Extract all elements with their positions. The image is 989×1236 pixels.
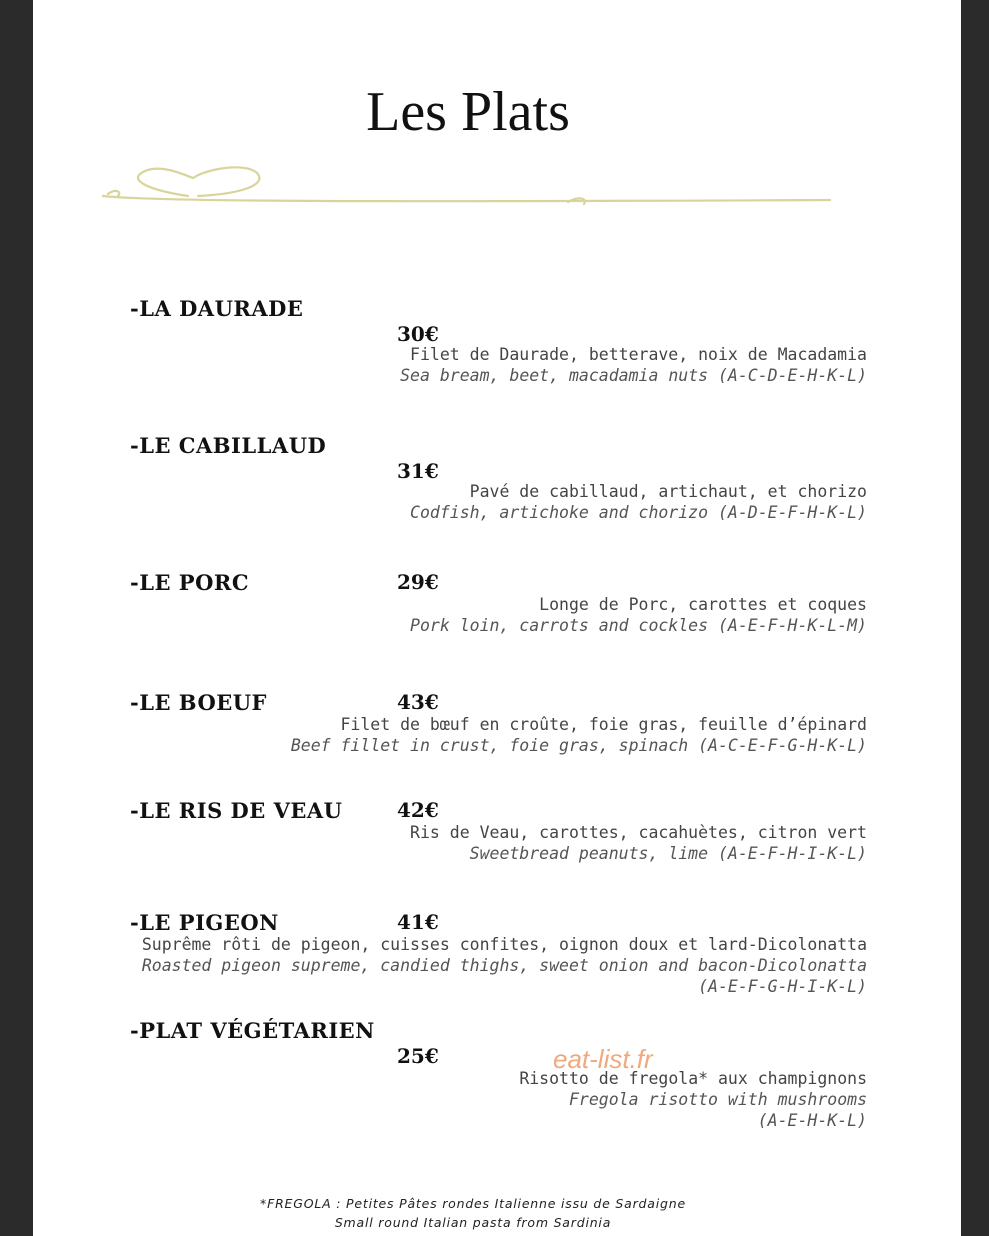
dish-name: -LE CABILLAUD xyxy=(130,433,327,458)
dish-description xyxy=(410,481,867,523)
description-en: Fregola risotto with mushrooms xyxy=(568,1090,867,1109)
dish-description xyxy=(410,594,867,636)
dish-price: 41€ xyxy=(397,910,439,934)
allergens: (A-E-H-K-L) xyxy=(757,1111,867,1130)
dish-name: -LE PORC xyxy=(130,570,250,595)
description-en: Roasted pigeon supreme, candied thighs, sweet onion and bacon-Dicolonatta xyxy=(141,956,867,975)
heart-flourish-icon xyxy=(98,158,838,214)
description-fr: Filet de bœuf en croûte, foie gras, feuille d’épinard xyxy=(340,715,867,734)
footnote-line-1: *FREGOLA : Petites Pâtes rondes Italienne issu de Sardaigne xyxy=(260,1196,686,1211)
dish-description xyxy=(410,822,867,864)
description-fr: Suprême rôti de pigeon, cuisses confites, oignon doux et lard-Dicolonatta xyxy=(141,935,867,954)
footnote xyxy=(33,1194,913,1232)
description-fr: Longe de Porc, carottes et coques xyxy=(539,595,867,614)
description-en: Sea bream, beet, macadamia nuts (A-C-D-E-H-K-L) xyxy=(400,366,867,385)
dish-description xyxy=(519,1068,867,1131)
dish-name: -LA DAURADE xyxy=(130,296,304,321)
dish-name: -LE RIS DE VEAU xyxy=(130,798,343,823)
description-fr: Pavé de cabillaud, artichaut, et chorizo xyxy=(469,482,867,501)
description-en: Sweetbread peanuts, lime (A-E-F-H-I-K-L) xyxy=(469,844,867,863)
menu-page xyxy=(33,0,961,1236)
description-fr: Filet de Daurade, betterave, noix de Macadamia xyxy=(410,345,867,364)
footnote-line-2: Small round Italian pasta from Sardinia xyxy=(334,1215,612,1230)
dish-price: 30€ xyxy=(397,322,439,346)
dish-price: 42€ xyxy=(397,798,439,822)
page-title: Les Plats xyxy=(366,81,570,143)
dish-description xyxy=(291,714,867,756)
watermark: eat-list.fr xyxy=(553,1044,653,1074)
dish-name: -PLAT VÉGÉTARIEN xyxy=(130,1018,375,1043)
description-en: Pork loin, carrots and cockles (A-E-F-H-K-L-M) xyxy=(410,616,867,635)
dish-name: -LE BOEUF xyxy=(130,690,267,715)
dish-price: 25€ xyxy=(397,1044,439,1068)
dish-description xyxy=(400,344,867,386)
dish-price: 43€ xyxy=(397,690,439,714)
description-en: Codfish, artichoke and chorizo (A-D-E-F-H-K-L) xyxy=(410,503,867,522)
dish-description xyxy=(142,934,867,997)
description-fr: Risotto de fregola* aux champignons xyxy=(519,1069,867,1088)
description-fr: Ris de Veau, carottes, cacahuètes, citron vert xyxy=(410,823,867,842)
dish-price: 31€ xyxy=(397,459,439,483)
dish-price: 29€ xyxy=(397,570,439,594)
allergens: (A-E-F-G-H-I-K-L) xyxy=(698,977,867,996)
dish-name: -LE PIGEON xyxy=(130,910,279,935)
description-en: Beef fillet in crust, foie gras, spinach (A-C-E-F-G-H-K-L) xyxy=(290,736,867,755)
